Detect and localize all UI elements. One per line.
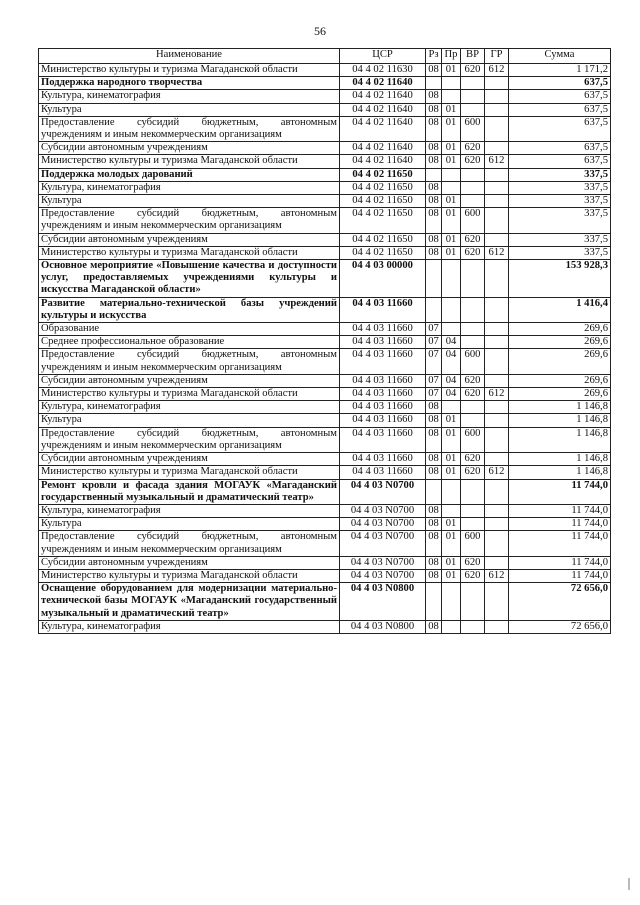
- cell-pr: 01: [442, 518, 461, 531]
- cell-pr: 01: [442, 556, 461, 569]
- cell-pr: 01: [442, 427, 461, 452]
- cell-csr: 04 4 02 11650: [340, 168, 426, 181]
- cell-rz: [426, 479, 442, 504]
- cell-gr: [485, 620, 509, 633]
- cell-pr: 04: [442, 388, 461, 401]
- cell-vr: [461, 90, 485, 103]
- cell-sum: 153 928,3: [509, 260, 611, 298]
- cell-vr: 620: [461, 246, 485, 259]
- cell-rz: 07: [426, 323, 442, 336]
- cell-pr: 01: [442, 466, 461, 479]
- cell-pr: 01: [442, 453, 461, 466]
- cell-pr: [442, 479, 461, 504]
- table-row: [39, 349, 611, 374]
- cell-csr: 04 4 03 11660: [340, 297, 426, 322]
- scan-edge-mark: [628, 878, 630, 890]
- cell-csr: 04 4 03 N0800: [340, 583, 426, 621]
- cell-name: Предоставление субсидий бюджетным, автономным учреждениям и иным некоммерческим организациям: [39, 208, 340, 233]
- cell-gr: [485, 168, 509, 181]
- cell-rz: 08: [426, 116, 442, 141]
- cell-sum: 269,6: [509, 388, 611, 401]
- header-rz: Рз: [426, 49, 442, 64]
- cell-rz: 08: [426, 155, 442, 168]
- cell-rz: 08: [426, 414, 442, 427]
- cell-name: Субсидии автономным учреждениям: [39, 556, 340, 569]
- table-row: [39, 155, 611, 168]
- cell-gr: [485, 142, 509, 155]
- cell-csr: 04 4 03 00000: [340, 260, 426, 298]
- cell-pr: 01: [442, 116, 461, 141]
- table-row: [39, 260, 611, 298]
- cell-name: Культура: [39, 414, 340, 427]
- cell-csr: 04 4 03 N0800: [340, 620, 426, 633]
- table-row: [39, 518, 611, 531]
- cell-rz: 08: [426, 90, 442, 103]
- cell-pr: 01: [442, 142, 461, 155]
- cell-vr: 620: [461, 388, 485, 401]
- cell-sum: 11 744,0: [509, 531, 611, 556]
- cell-name: Субсидии автономным учреждениям: [39, 374, 340, 387]
- cell-pr: [442, 504, 461, 517]
- cell-csr: 04 4 02 11640: [340, 90, 426, 103]
- cell-gr: [485, 453, 509, 466]
- cell-vr: [461, 260, 485, 298]
- cell-csr: 04 4 03 11660: [340, 323, 426, 336]
- cell-pr: 01: [442, 414, 461, 427]
- cell-gr: [485, 349, 509, 374]
- cell-pr: [442, 583, 461, 621]
- cell-gr: [485, 336, 509, 349]
- cell-sum: 11 744,0: [509, 569, 611, 582]
- cell-rz: 08: [426, 427, 442, 452]
- cell-sum: 11 744,0: [509, 556, 611, 569]
- table-row: [39, 323, 611, 336]
- cell-name: Культура, кинематография: [39, 90, 340, 103]
- cell-name: Поддержка молодых дарований: [39, 168, 340, 181]
- cell-name: Культура, кинематография: [39, 181, 340, 194]
- cell-rz: 08: [426, 620, 442, 633]
- cell-pr: 01: [442, 246, 461, 259]
- cell-name: Министерство культуры и туризма Магаданской области: [39, 64, 340, 77]
- cell-vr: [461, 518, 485, 531]
- cell-rz: 08: [426, 518, 442, 531]
- cell-pr: [442, 401, 461, 414]
- cell-pr: 04: [442, 349, 461, 374]
- cell-rz: 07: [426, 336, 442, 349]
- cell-sum: 1 146,8: [509, 453, 611, 466]
- cell-pr: [442, 181, 461, 194]
- table-row: [39, 388, 611, 401]
- cell-sum: 1 146,8: [509, 427, 611, 452]
- cell-sum: 11 744,0: [509, 504, 611, 517]
- cell-sum: 1 146,8: [509, 414, 611, 427]
- cell-csr: 04 4 03 11660: [340, 453, 426, 466]
- cell-csr: 04 4 02 11640: [340, 103, 426, 116]
- cell-pr: [442, 168, 461, 181]
- cell-vr: 620: [461, 233, 485, 246]
- cell-csr: 04 4 02 11640: [340, 77, 426, 90]
- cell-name: Предоставление субсидий бюджетным, автономным учреждениям и иным некоммерческим организациям: [39, 116, 340, 141]
- cell-rz: [426, 168, 442, 181]
- cell-sum: 269,6: [509, 323, 611, 336]
- cell-rz: 07: [426, 349, 442, 374]
- cell-pr: 01: [442, 233, 461, 246]
- cell-sum: 637,5: [509, 77, 611, 90]
- cell-sum: 72 656,0: [509, 583, 611, 621]
- cell-csr: 04 4 03 N0700: [340, 569, 426, 582]
- cell-sum: 1 146,8: [509, 466, 611, 479]
- cell-vr: 620: [461, 64, 485, 77]
- cell-name: Предоставление субсидий бюджетным, автономным учреждениям и иным некоммерческим организациям: [39, 349, 340, 374]
- cell-csr: 04 4 02 11650: [340, 246, 426, 259]
- cell-csr: 04 4 03 N0700: [340, 504, 426, 517]
- cell-name: Развитие материально-технической базы учреждений культуры и искусства: [39, 297, 340, 322]
- cell-rz: 08: [426, 208, 442, 233]
- cell-sum: 637,5: [509, 142, 611, 155]
- cell-sum: 269,6: [509, 374, 611, 387]
- cell-sum: 337,5: [509, 168, 611, 181]
- cell-pr: 01: [442, 64, 461, 77]
- cell-rz: [426, 583, 442, 621]
- cell-name: Министерство культуры и туризма Магаданской области: [39, 246, 340, 259]
- cell-rz: 08: [426, 466, 442, 479]
- cell-sum: 72 656,0: [509, 620, 611, 633]
- header-vr: ВР: [461, 49, 485, 64]
- table-row: [39, 64, 611, 77]
- cell-vr: [461, 583, 485, 621]
- table-row: [39, 569, 611, 582]
- cell-sum: 337,5: [509, 195, 611, 208]
- cell-sum: 637,5: [509, 90, 611, 103]
- cell-name: Оснащение оборудованием для модернизации материально-технической базы МОГАУК «Магаданский государственный музыкальный и драматический театр»: [39, 583, 340, 621]
- cell-vr: 600: [461, 208, 485, 233]
- cell-csr: 04 4 02 11640: [340, 155, 426, 168]
- table-row: [39, 427, 611, 452]
- cell-csr: 04 4 02 11650: [340, 181, 426, 194]
- cell-gr: [485, 518, 509, 531]
- cell-rz: 08: [426, 103, 442, 116]
- cell-gr: [485, 195, 509, 208]
- cell-gr: [485, 90, 509, 103]
- cell-pr: 01: [442, 103, 461, 116]
- cell-pr: [442, 323, 461, 336]
- cell-sum: 337,5: [509, 208, 611, 233]
- table-row: [39, 583, 611, 621]
- header-pr: Пр: [442, 49, 461, 64]
- cell-sum: 637,5: [509, 116, 611, 141]
- cell-name: Культура: [39, 195, 340, 208]
- cell-sum: 337,5: [509, 181, 611, 194]
- cell-name: Министерство культуры и туризма Магаданской области: [39, 388, 340, 401]
- cell-vr: 600: [461, 116, 485, 141]
- cell-rz: 08: [426, 453, 442, 466]
- cell-csr: 04 4 02 11650: [340, 208, 426, 233]
- cell-pr: [442, 260, 461, 298]
- table-row: [39, 116, 611, 141]
- table-row: [39, 531, 611, 556]
- cell-vr: [461, 103, 485, 116]
- cell-gr: [485, 233, 509, 246]
- cell-gr: [485, 583, 509, 621]
- cell-csr: 04 4 03 11660: [340, 466, 426, 479]
- table-row: [39, 297, 611, 322]
- cell-name: Культура, кинематография: [39, 504, 340, 517]
- cell-csr: 04 4 03 11660: [340, 388, 426, 401]
- cell-rz: 07: [426, 388, 442, 401]
- cell-vr: [461, 504, 485, 517]
- cell-vr: 620: [461, 155, 485, 168]
- header-name: Наименование: [39, 49, 340, 64]
- header-csr: ЦСР: [340, 49, 426, 64]
- cell-rz: 07: [426, 374, 442, 387]
- cell-pr: 01: [442, 155, 461, 168]
- cell-sum: 1 416,4: [509, 297, 611, 322]
- cell-csr: 04 4 03 N0700: [340, 531, 426, 556]
- cell-gr: [485, 77, 509, 90]
- cell-rz: [426, 297, 442, 322]
- budget-table: [38, 48, 611, 634]
- table-row: [39, 620, 611, 633]
- cell-rz: 08: [426, 569, 442, 582]
- cell-vr: 600: [461, 427, 485, 452]
- cell-csr: 04 4 03 N0700: [340, 479, 426, 504]
- cell-csr: 04 4 03 11660: [340, 401, 426, 414]
- table-body: [39, 64, 611, 634]
- table-row: [39, 103, 611, 116]
- cell-name: Министерство культуры и туризма Магаданской области: [39, 569, 340, 582]
- cell-vr: [461, 414, 485, 427]
- cell-vr: [461, 195, 485, 208]
- cell-gr: [485, 531, 509, 556]
- cell-csr: 04 4 02 11630: [340, 64, 426, 77]
- cell-vr: [461, 323, 485, 336]
- cell-name: Культура, кинематография: [39, 620, 340, 633]
- cell-gr: 612: [485, 64, 509, 77]
- cell-rz: 08: [426, 195, 442, 208]
- cell-gr: [485, 414, 509, 427]
- cell-name: Предоставление субсидий бюджетным, автономным учреждениям и иным некоммерческим организациям: [39, 427, 340, 452]
- cell-name: Культура, кинематография: [39, 401, 340, 414]
- cell-sum: 11 744,0: [509, 518, 611, 531]
- table-row: [39, 77, 611, 90]
- cell-pr: 01: [442, 195, 461, 208]
- cell-vr: [461, 401, 485, 414]
- cell-vr: 620: [461, 453, 485, 466]
- cell-sum: 269,6: [509, 336, 611, 349]
- cell-vr: 620: [461, 374, 485, 387]
- cell-vr: [461, 77, 485, 90]
- cell-vr: [461, 181, 485, 194]
- cell-name: Субсидии автономным учреждениям: [39, 453, 340, 466]
- table-row: [39, 453, 611, 466]
- cell-sum: 1 171,2: [509, 64, 611, 77]
- table-row: [39, 401, 611, 414]
- cell-gr: [485, 181, 509, 194]
- cell-csr: 04 4 03 N0700: [340, 556, 426, 569]
- cell-rz: 08: [426, 531, 442, 556]
- cell-csr: 04 4 02 11650: [340, 233, 426, 246]
- cell-csr: 04 4 03 11660: [340, 336, 426, 349]
- cell-csr: 04 4 03 11660: [340, 349, 426, 374]
- cell-csr: 04 4 03 11660: [340, 374, 426, 387]
- cell-csr: 04 4 03 11660: [340, 427, 426, 452]
- cell-pr: [442, 90, 461, 103]
- cell-gr: [485, 260, 509, 298]
- cell-gr: [485, 374, 509, 387]
- cell-vr: 600: [461, 349, 485, 374]
- table-row: [39, 208, 611, 233]
- cell-name: Министерство культуры и туризма Магаданской области: [39, 155, 340, 168]
- cell-vr: [461, 336, 485, 349]
- cell-gr: [485, 401, 509, 414]
- cell-vr: 620: [461, 556, 485, 569]
- cell-gr: [485, 323, 509, 336]
- cell-sum: 337,5: [509, 246, 611, 259]
- header-gr: ГР: [485, 49, 509, 64]
- cell-sum: 637,5: [509, 155, 611, 168]
- cell-gr: [485, 556, 509, 569]
- table-row: [39, 195, 611, 208]
- cell-gr: 612: [485, 388, 509, 401]
- cell-gr: [485, 208, 509, 233]
- cell-rz: 08: [426, 181, 442, 194]
- cell-sum: 269,6: [509, 349, 611, 374]
- cell-csr: 04 4 02 11650: [340, 195, 426, 208]
- cell-vr: [461, 479, 485, 504]
- table-row: [39, 168, 611, 181]
- cell-rz: 08: [426, 142, 442, 155]
- cell-gr: 612: [485, 466, 509, 479]
- cell-vr: 620: [461, 466, 485, 479]
- cell-gr: [485, 103, 509, 116]
- cell-gr: [485, 504, 509, 517]
- cell-sum: 1 146,8: [509, 401, 611, 414]
- cell-name: Культура: [39, 103, 340, 116]
- cell-pr: 04: [442, 374, 461, 387]
- cell-gr: [485, 297, 509, 322]
- cell-csr: 04 4 03 N0700: [340, 518, 426, 531]
- cell-rz: [426, 77, 442, 90]
- cell-name: Образование: [39, 323, 340, 336]
- cell-pr: [442, 77, 461, 90]
- table-row: [39, 181, 611, 194]
- cell-name: Субсидии автономным учреждениям: [39, 233, 340, 246]
- table-header-row: [39, 49, 611, 64]
- cell-pr: 01: [442, 531, 461, 556]
- cell-gr: [485, 116, 509, 141]
- table-row: [39, 414, 611, 427]
- cell-name: Среднее профессиональное образование: [39, 336, 340, 349]
- cell-csr: 04 4 02 11640: [340, 142, 426, 155]
- cell-rz: 08: [426, 64, 442, 77]
- header-sum: Сумма: [509, 49, 611, 64]
- table-row: [39, 556, 611, 569]
- cell-csr: 04 4 02 11640: [340, 116, 426, 141]
- table-row: [39, 142, 611, 155]
- cell-vr: 600: [461, 531, 485, 556]
- table-row: [39, 336, 611, 349]
- cell-name: Ремонт кровли и фасада здания МОГАУК «Магаданский государственный музыкальный и драматический театр»: [39, 479, 340, 504]
- table-row: [39, 90, 611, 103]
- cell-pr: [442, 620, 461, 633]
- cell-name: Основное мероприятие «Повышение качества и доступности услуг, предоставляемых учреждениями культуры и искусства Магаданской области»: [39, 260, 340, 298]
- cell-gr: [485, 427, 509, 452]
- cell-name: Поддержка народного творчества: [39, 77, 340, 90]
- table-row: [39, 374, 611, 387]
- cell-gr: 612: [485, 246, 509, 259]
- cell-rz: 08: [426, 504, 442, 517]
- cell-rz: [426, 260, 442, 298]
- cell-sum: 337,5: [509, 233, 611, 246]
- table-row: [39, 233, 611, 246]
- cell-vr: [461, 620, 485, 633]
- cell-sum: 637,5: [509, 103, 611, 116]
- cell-rz: 08: [426, 233, 442, 246]
- cell-name: Субсидии автономным учреждениям: [39, 142, 340, 155]
- cell-rz: 08: [426, 401, 442, 414]
- table-row: [39, 479, 611, 504]
- cell-pr: [442, 297, 461, 322]
- page-number: 56: [314, 24, 326, 38]
- cell-gr: 612: [485, 155, 509, 168]
- table-row: [39, 504, 611, 517]
- cell-rz: 08: [426, 246, 442, 259]
- cell-gr: [485, 479, 509, 504]
- table-row: [39, 246, 611, 259]
- cell-pr: 01: [442, 569, 461, 582]
- cell-pr: 04: [442, 336, 461, 349]
- cell-name: Культура: [39, 518, 340, 531]
- cell-vr: 620: [461, 142, 485, 155]
- cell-vr: [461, 297, 485, 322]
- cell-gr: 612: [485, 569, 509, 582]
- cell-vr: 620: [461, 569, 485, 582]
- cell-sum: 11 744,0: [509, 479, 611, 504]
- cell-pr: 01: [442, 208, 461, 233]
- cell-rz: 08: [426, 556, 442, 569]
- cell-name: Предоставление субсидий бюджетным, автономным учреждениям и иным некоммерческим организациям: [39, 531, 340, 556]
- cell-name: Министерство культуры и туризма Магаданской области: [39, 466, 340, 479]
- cell-csr: 04 4 03 11660: [340, 414, 426, 427]
- cell-vr: [461, 168, 485, 181]
- table-row: [39, 466, 611, 479]
